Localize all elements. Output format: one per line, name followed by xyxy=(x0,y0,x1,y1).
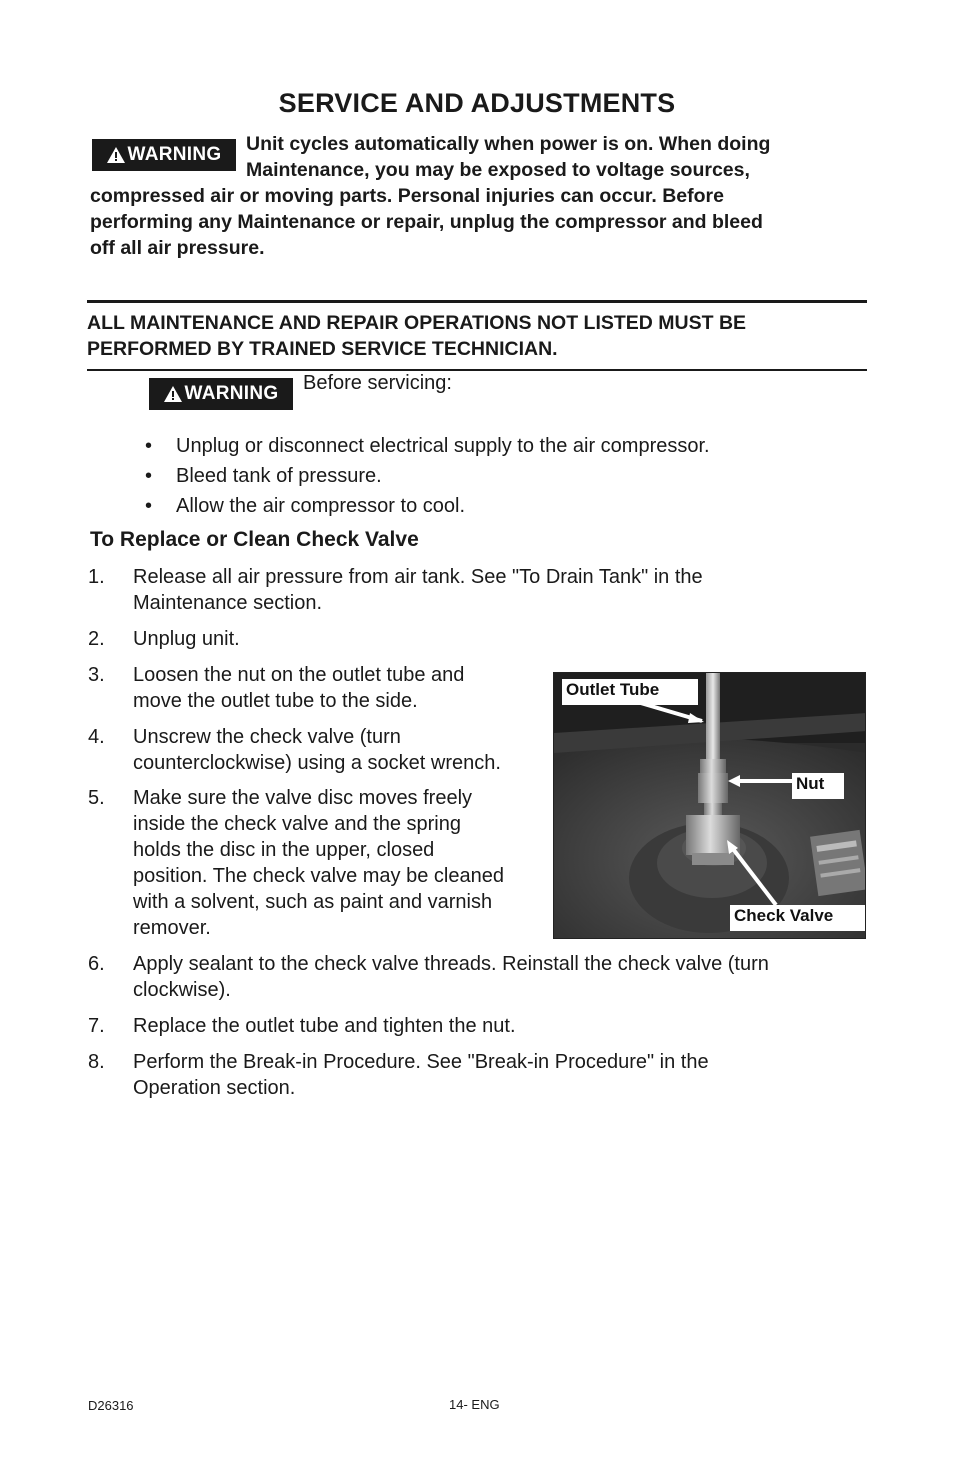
step-line: position. The check valve may be cleaned xyxy=(133,865,504,887)
step-number: 6. xyxy=(88,953,105,975)
warning-line: Unit cycles automatically when power is on. When doing xyxy=(246,133,771,155)
warning-badge xyxy=(92,139,236,171)
check-valve-label: Check Valve xyxy=(730,905,866,931)
step-text xyxy=(133,662,553,714)
step-line: Unplug unit. xyxy=(133,628,240,650)
step-line: Operation section. xyxy=(133,1077,296,1099)
step-number: 7. xyxy=(88,1015,105,1037)
step-text xyxy=(133,724,553,776)
warning-badge xyxy=(149,378,293,410)
warning-line: compressed air or moving parts. Personal injuries can occur. Before xyxy=(90,185,724,207)
step-text xyxy=(133,564,873,616)
step-line: with a solvent, such as paint and varnish xyxy=(133,891,493,913)
step-line: clockwise). xyxy=(133,979,231,1001)
warning-line: Maintenance, you may be exposed to voltage sources, xyxy=(246,159,750,181)
section-heading: To Replace or Clean Check Valve xyxy=(90,528,419,551)
step-text xyxy=(133,951,873,1003)
list-item xyxy=(145,491,710,521)
precaution-list xyxy=(145,431,710,521)
outlet-tube-label: Outlet Tube xyxy=(562,679,698,705)
step-number: 8. xyxy=(88,1051,105,1073)
warning-line: performing any Maintenance or repair, unplug the compressor and bleed xyxy=(90,211,763,233)
bullet-icon: • xyxy=(145,495,153,517)
step-line: Unscrew the check valve (turn xyxy=(133,726,401,748)
warning-label: WARNING xyxy=(184,383,279,404)
list-item-text: Unplug or disconnect electrical supply to the air compressor. xyxy=(176,435,710,457)
step-text xyxy=(133,1013,873,1039)
step-line: Apply sealant to the check valve threads. Reinstall the check valve (turn xyxy=(133,953,769,975)
step-line: Loosen the nut on the outlet tube and xyxy=(133,664,465,686)
page-title: SERVICE AND ADJUSTMENTS xyxy=(278,88,676,118)
bullet-icon: • xyxy=(145,435,153,457)
document-number: D26316 xyxy=(88,1398,134,1413)
step-line: Perform the Break-in Procedure. See "Break-in Procedure" in the xyxy=(133,1051,709,1073)
list-item-text: Allow the air compressor to cool. xyxy=(176,495,466,517)
notice-line: ALL MAINTENANCE AND REPAIR OPERATIONS NOT LISTED MUST BE xyxy=(87,312,747,334)
warning-line: off all air pressure. xyxy=(90,237,265,259)
warning-text xyxy=(246,131,866,183)
step-line: counterclockwise) using a socket wrench. xyxy=(133,752,501,774)
step-number: 4. xyxy=(88,726,105,748)
page-number: 14- ENG xyxy=(449,1397,500,1412)
step-number: 3. xyxy=(88,664,105,686)
warning-label: WARNING xyxy=(127,144,222,165)
step-line: Maintenance section. xyxy=(133,592,323,614)
warning-triangle-icon xyxy=(107,147,125,163)
maintenance-notice xyxy=(87,310,867,362)
step-line: holds the disc in the upper, closed xyxy=(133,839,435,861)
step-line: Make sure the valve disc moves freely xyxy=(133,787,473,809)
warning-text-continued xyxy=(90,183,870,261)
step-line: Replace the outlet tube and tighten the nut. xyxy=(133,1015,516,1037)
step-text xyxy=(133,1049,873,1101)
list-item xyxy=(145,461,710,491)
bullet-icon: • xyxy=(145,465,153,487)
nut-label: Nut xyxy=(792,773,844,799)
step-line: move the outlet tube to the side. xyxy=(133,690,418,712)
list-item-text: Bleed tank of pressure. xyxy=(176,465,382,487)
step-number: 2. xyxy=(88,628,105,650)
step-text xyxy=(133,785,553,941)
before-servicing-text: Before servicing: xyxy=(303,372,452,394)
step-line: inside the check valve and the spring xyxy=(133,813,461,835)
notice-line: PERFORMED BY TRAINED SERVICE TECHNICIAN. xyxy=(87,338,558,360)
step-line: Release all air pressure from air tank. See "To Drain Tank" in the xyxy=(133,566,703,588)
list-item xyxy=(145,431,710,461)
divider-bottom xyxy=(87,369,867,371)
divider-top xyxy=(87,300,867,303)
step-line: remover. xyxy=(133,917,211,939)
check-valve-illustration xyxy=(554,673,866,939)
check-valve-photo xyxy=(553,672,866,939)
step-text xyxy=(133,626,873,652)
step-number: 1. xyxy=(88,566,105,588)
warning-triangle-icon xyxy=(164,386,182,402)
step-number: 5. xyxy=(88,787,105,809)
